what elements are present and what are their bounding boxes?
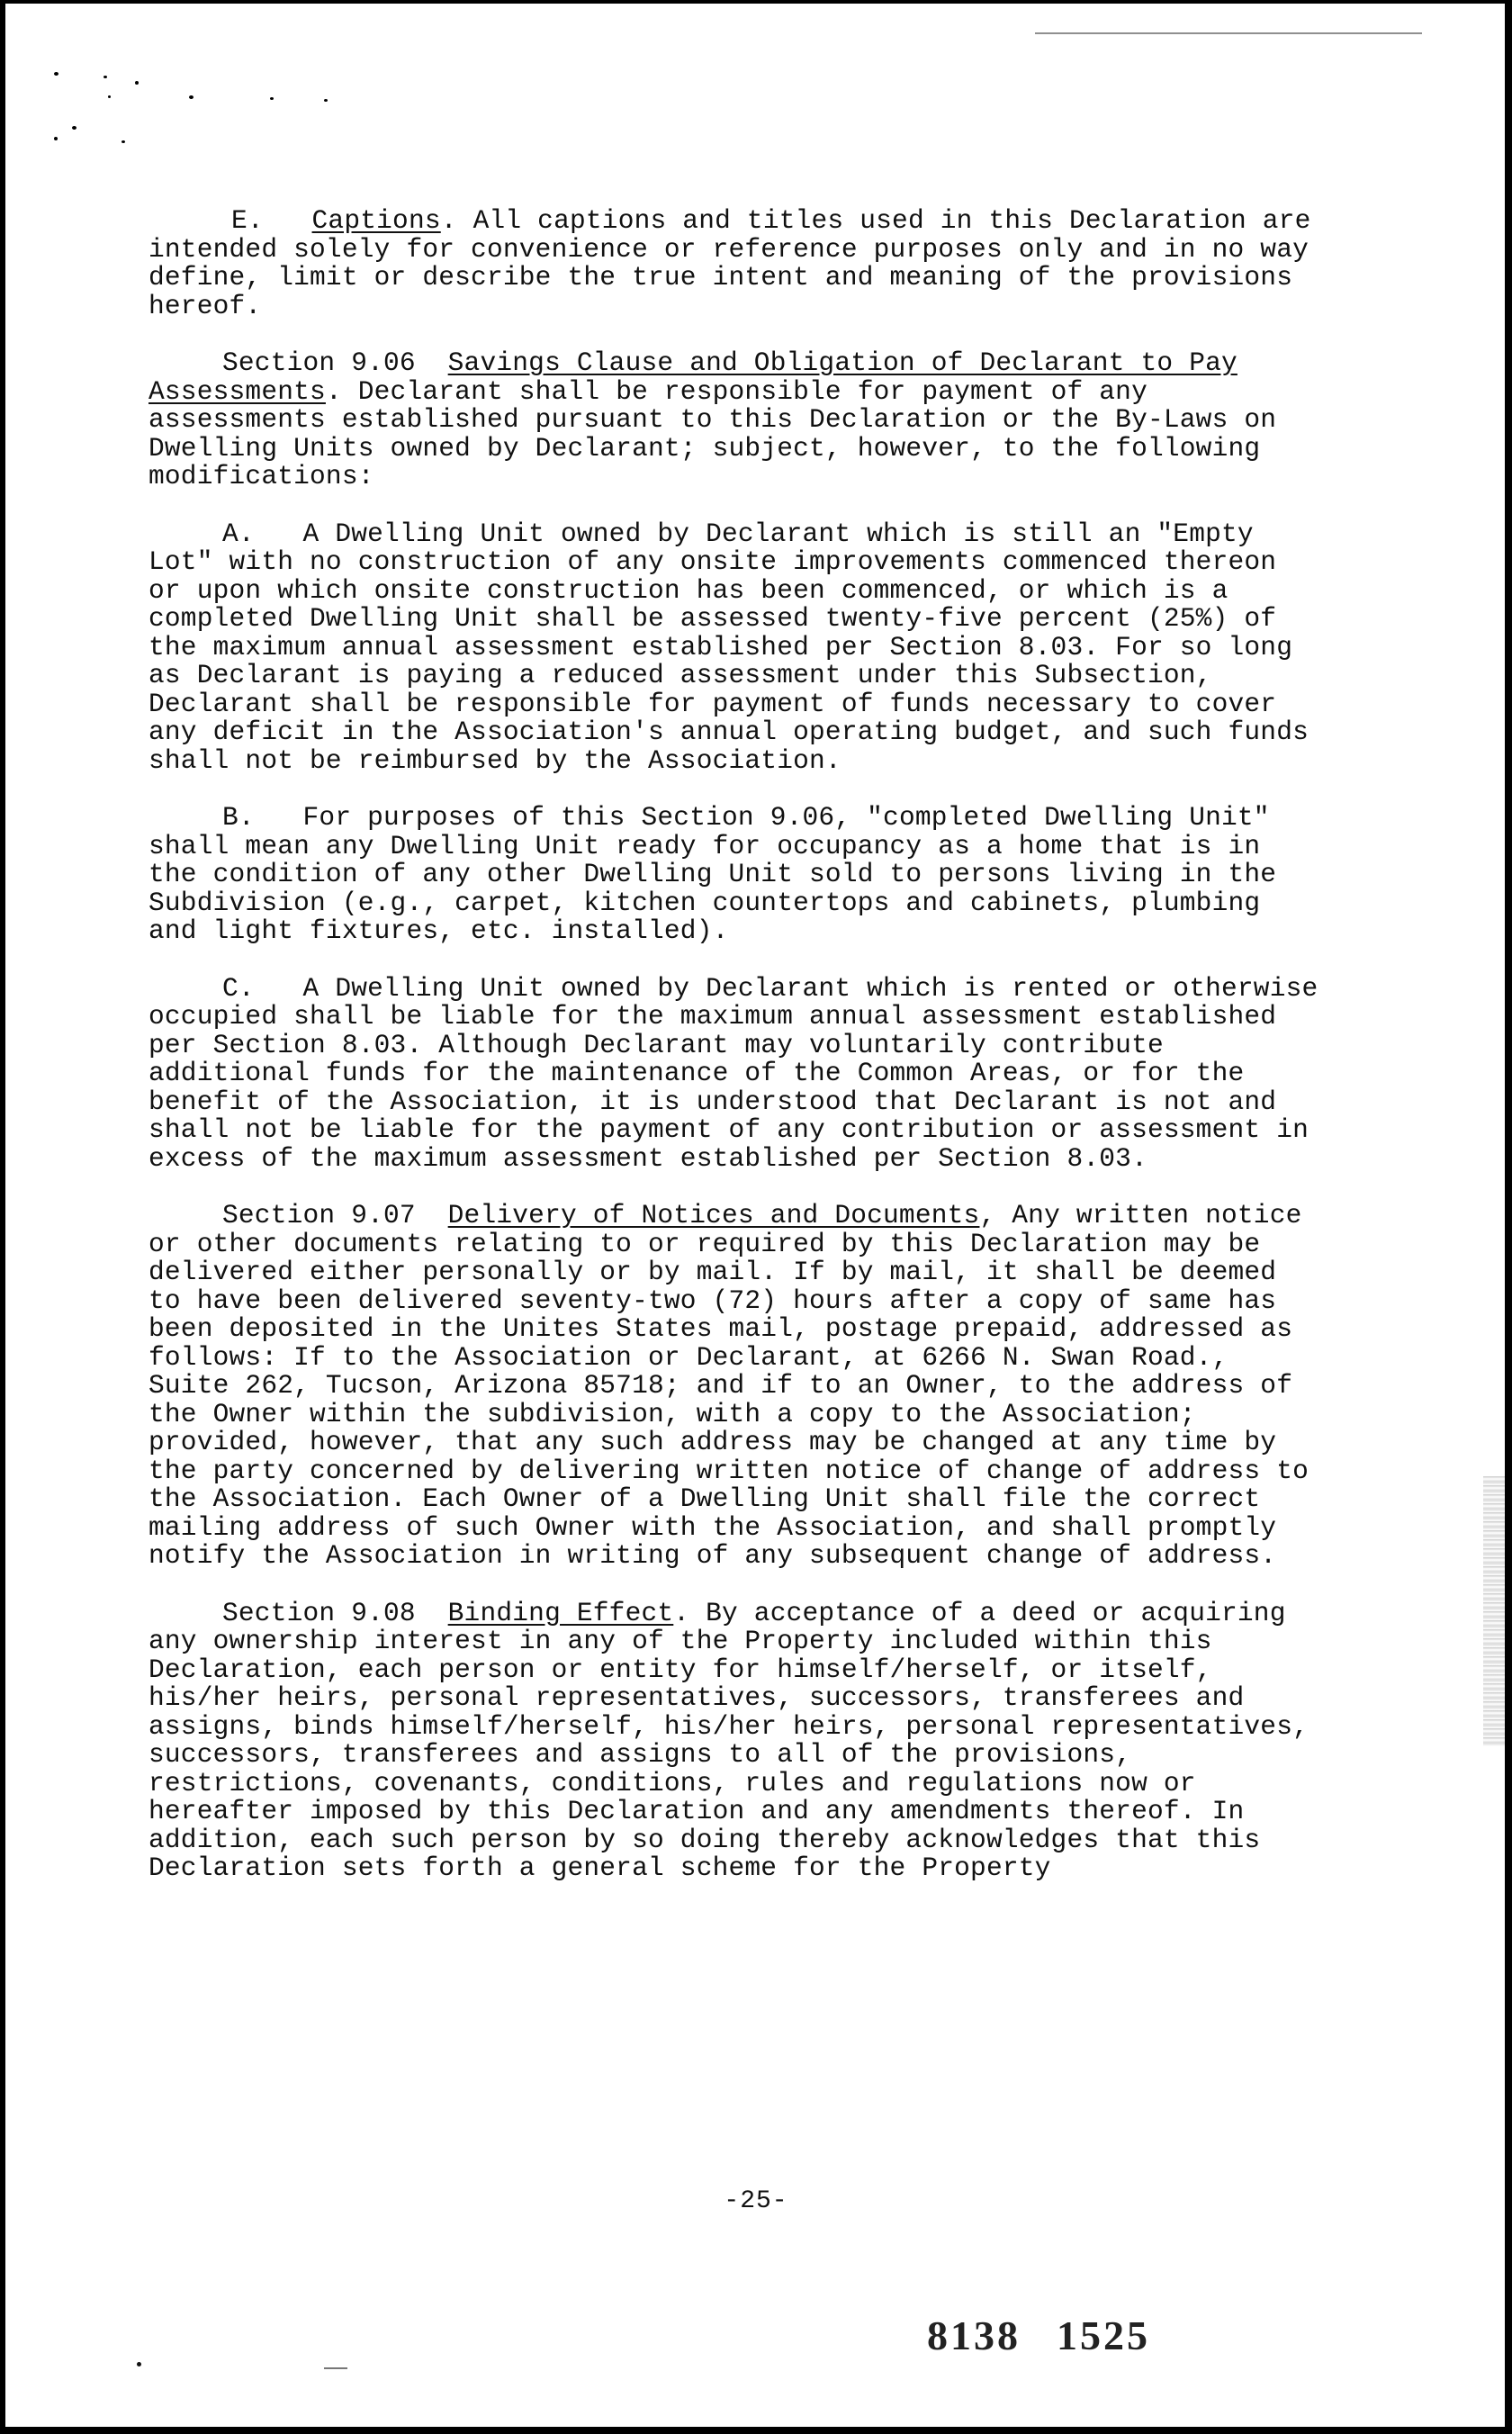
section-9-08-lead: Section 9.08	[222, 1597, 416, 1628]
section-9-06-heading: Savings Clause and Obligation of Declarant to Pay Assessments	[148, 347, 1238, 407]
section-9-06-a-lead: A.	[222, 518, 255, 549]
paragraph-section-9-08	[148, 1597, 1318, 1883]
paragraph-section-9-06-c	[148, 972, 1318, 1174]
section-9-06-c-text: A Dwelling Unit owned by Declarant which is rented or otherwise occupied shall be liable for the maximum annual assessment established per Section 8.03. Although Declarant may voluntarily contribute additional funds for the maintenance of the Common Areas, or for the benefit of the Association, it is understood that Declarant is not and shall not be liable for the payment of any contribution or assessment in excess of the maximum assessment established per Section 8.03.	[148, 972, 1318, 1174]
captions-text: . All captions and titles used in this Declaration are intended solely for convenience or reference purposes only and in no way define, limit or describe the true intent and meaning of the provisions hereof.	[148, 205, 1311, 321]
document-body	[148, 207, 1318, 1912]
page-number: -25-	[724, 2187, 788, 2215]
paragraph-section-9-07	[148, 1202, 1318, 1571]
section-9-06-b-text: For purposes of this Section 9.06, "completed Dwelling Unit" shall mean any Dwelling Unit ready for occupancy as a home that is in the condition of any other Dwelling Unit sold to persons living in the Subdivision (e.g., carpet, kitchen countertops and cabinets, plumbing and light fixtures, etc. installed).	[148, 802, 1277, 946]
captions-heading: Captions	[311, 205, 441, 236]
section-9-06-c-lead: C.	[222, 972, 255, 1004]
scan-dash	[324, 2367, 347, 2369]
top-rule	[1035, 32, 1422, 34]
scan-edge-noise	[1483, 1476, 1505, 1746]
scan-dot	[137, 2362, 141, 2366]
section-9-07-text: , Any written notice or other documents relating to or required by this Declaration may be delivered either personally or by mail. If by mail, it shall be deemed to have been delivered seventy-two (72) hours after a copy of same has been deposited in the Unites States mail, postage prepaid, addressed as follows: If to the Association or Declarant, at 6266 N. Swan Road., Suite 262, Tucson, Arizona 85718; and if to an Owner, to the address of the Owner within the subdivision, with a copy to the Association; provided, however, that any such address may be changed at any time by the party concerned by delivering written notice of change of address to the Association. Each Owner of a Dwelling Unit shall file the correct mailing address of such Owner with the Association, and shall promptly notify the Association in writing of any subsequent change of address.	[148, 1200, 1310, 1571]
recording-book: 8138	[927, 2312, 1021, 2358]
section-9-06-lead: Section 9.06	[222, 347, 416, 378]
recording-number	[927, 2312, 1186, 2359]
section-9-07-lead: Section 9.07	[222, 1200, 416, 1231]
captions-lead: E.	[231, 205, 264, 236]
paragraph-captions	[148, 207, 1318, 320]
section-9-08-text: . By acceptance of a deed or acquiring any ownership interest in any of the Property included within this Declaration, each person or entity for himself/herself, or itself, his/her heirs, personal representatives, successors, transferees and assigns, binds himself/herself, his/her heirs, personal representatives, successors, transferees and assigns to all of the provisions, restrictions, covenants, conditions, rules and regulations now or hereafter imposed by this Declaration and any amendments thereof. In addition, each such person by so doing thereby acknowledges that this Declaration sets forth a general scheme for the Property	[148, 1597, 1310, 1883]
paragraph-section-9-06-a	[148, 520, 1318, 776]
section-9-07-heading: Delivery of Notices and Documents	[447, 1200, 980, 1231]
section-9-08-heading: Binding Effect	[447, 1597, 674, 1628]
paragraph-section-9-06	[148, 349, 1318, 491]
recording-page: 1525	[1057, 2312, 1150, 2358]
section-9-06-text: . Declarant shall be responsible for payment of any assessments established pursuant to this Declaration or the By-Laws on Dwelling Units owned by Declarant; subject, however, to the following modifications:	[148, 375, 1277, 491]
section-9-06-b-lead: B.	[222, 802, 255, 833]
scan-speckles	[36, 63, 342, 171]
paragraph-section-9-06-b	[148, 804, 1318, 946]
section-9-06-a-text: A Dwelling Unit owned by Declarant which is still an "Empty Lot" with no construction of any onsite improvements commenced thereon or upon which onsite construction has been commenced, or which is a completed Dwelling Unit shall be assessed twenty-five percent (25%) of the maximum annual assessment established per Section 8.03. For so long as Declarant is paying a reduced assessment under this Subsection, Declarant shall be responsible for payment of funds necessary to cover any deficit in the Association's annual operating budget, and such funds shall not be reimbursed by the Association.	[148, 518, 1310, 776]
